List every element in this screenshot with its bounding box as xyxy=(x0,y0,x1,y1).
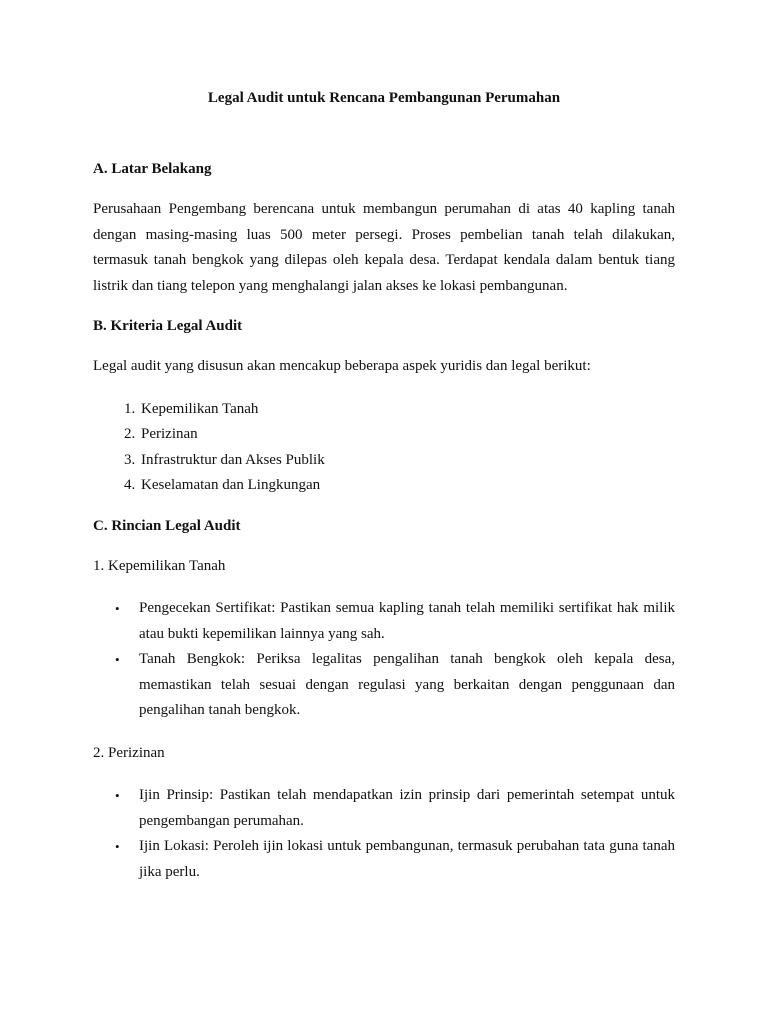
bullet-icon: • xyxy=(115,788,120,803)
bullet-text: Ijin Lokasi: Peroleh ijin lokasi untuk pembangunan, termasuk perubahan tata guna tanah jika perlu. xyxy=(139,838,675,880)
section-a-paragraph: Perusahaan Pengembang berencana untuk membangun perumahan di atas 40 kapling tanah dengan masing-masing luas 500 meter persegi. Proses pembelian tanah telah dilakukan, termasuk tanah bengkok yang dilepas oleh kepala desa. Terdapat kendala dalam bentuk tiang listrik dan tiang telepon yang menghalangi jalan akses ke lokasi pembangunan. xyxy=(93,201,675,294)
criteria-item: 4. Keselamatan dan Lingkungan xyxy=(139,473,675,499)
document-title: Legal Audit untuk Rencana Pembangunan Perumahan xyxy=(207,90,561,106)
section-c-heading: C. Rincian Legal Audit xyxy=(93,517,241,534)
section-b-intro: Legal audit yang disusun akan mencakup beberapa aspek yuridis dan legal berikut: xyxy=(93,358,591,374)
subsection-2-bullets xyxy=(93,783,675,885)
bullet-item xyxy=(115,647,675,724)
criteria-item: 2. Perizinan xyxy=(139,422,675,448)
criteria-item: 1. Kepemilikan Tanah xyxy=(139,397,675,423)
subsection-2-heading: 2. Perizinan xyxy=(93,744,165,761)
bullet-text: Tanah Bengkok: Periksa legalitas pengalihan tanah bengkok oleh kepala desa, memastikan telah sesuai dengan regulasi yang berkaitan dengan penggunaan dan pengalihan tanah bengkok. xyxy=(139,651,675,718)
criteria-list xyxy=(93,397,675,499)
subsection-1-heading: 1. Kepemilikan Tanah xyxy=(93,557,226,574)
bullet-icon: • xyxy=(115,839,120,854)
bullet-text: Ijin Prinsip: Pastikan telah mendapatkan izin prinsip dari pemerintah setempat untuk pengembangan perumahan. xyxy=(139,787,675,829)
bullet-item xyxy=(115,783,675,834)
document-content xyxy=(93,88,675,902)
section-a-heading: A. Latar Belakang xyxy=(93,161,212,177)
subsection-1-bullets xyxy=(93,596,675,724)
bullet-icon: • xyxy=(115,652,120,667)
bullet-item xyxy=(115,834,675,885)
bullet-icon: • xyxy=(115,601,120,616)
bullet-item xyxy=(115,596,675,647)
criteria-item: 3. Infrastruktur dan Akses Publik xyxy=(139,448,675,474)
section-b-heading: B. Kriteria Legal Audit xyxy=(93,318,243,334)
bullet-text: Pengecekan Sertifikat: Pastikan semua kapling tanah telah memiliki sertifikat hak milik atau bukti kepemilikan lainnya yang sah. xyxy=(139,600,675,642)
